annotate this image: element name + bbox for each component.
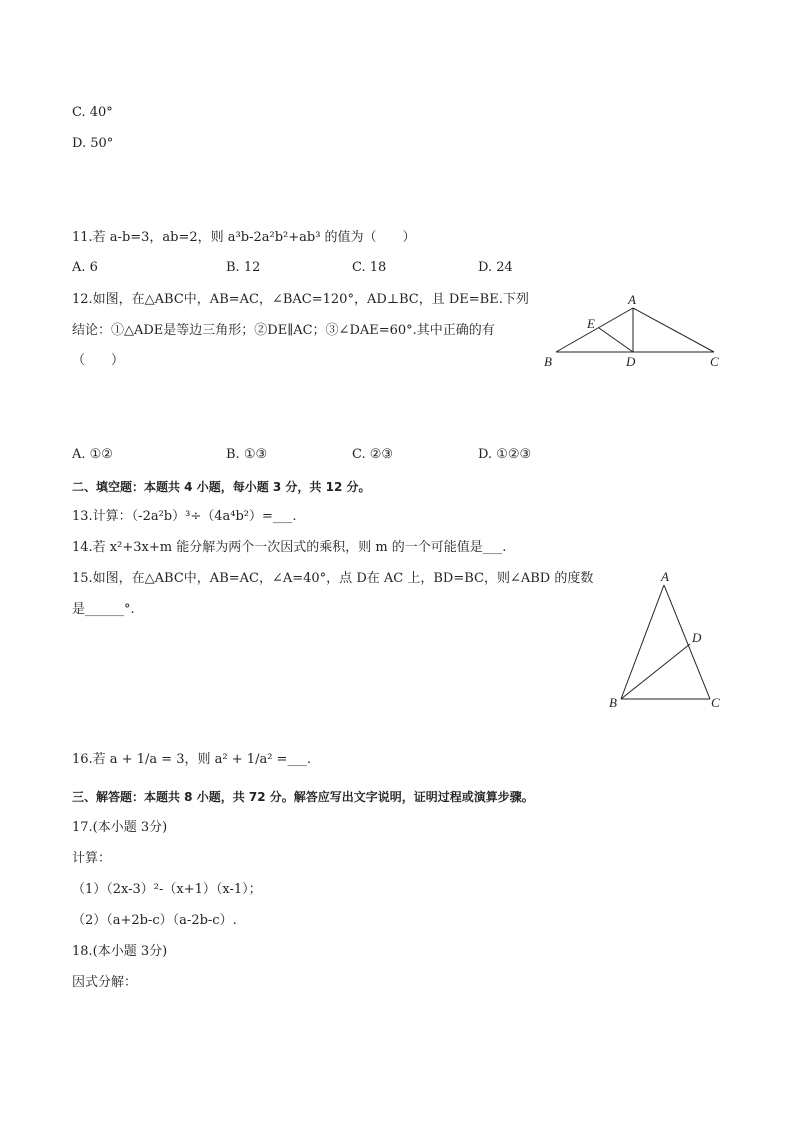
question-15-line-1: 15.如图，在△ABC中，AB=AC，∠A=40°，点 D在 AC 上，BD=BC，则∠ABD 的度数 [72, 571, 594, 586]
question-15-line-2: 是______°. [72, 602, 135, 617]
question-16: 16.若 a + 1/a = 3，则 a² + 1/a² =___. [72, 752, 312, 767]
segment-ac [664, 585, 710, 699]
question-12-line-3: （ ） [72, 353, 125, 368]
question-11-option-d: D. 24 [478, 260, 513, 275]
question-12-option-b: B. ①③ [226, 447, 268, 462]
segment-de [599, 328, 633, 352]
question-12-figure [540, 290, 730, 372]
question-12-option-d: D. ①②③ [478, 447, 532, 462]
label-e: E [587, 316, 595, 331]
question-13: 13.计算：（-2a²b）³÷（4a⁴b²）=___. [72, 509, 297, 524]
label-d: D [692, 630, 702, 645]
question-17-item-1: （1）（2x-3）²-（x+1）（x-1）； [72, 882, 262, 897]
question-12-option-a: A. ①② [72, 447, 113, 462]
label-c: C [710, 354, 719, 369]
question-12-option-c: C. ②③ [352, 447, 394, 462]
label-b: B [544, 354, 552, 369]
question-11-option-a: A. 6 [72, 260, 98, 275]
question-14: 14.若 x²+3x+m 能分解为两个一次因式的乘积，则 m 的一个可能值是___. [72, 540, 507, 555]
question-11-option-b: B. 12 [226, 260, 261, 275]
section-3-heading: 三、解答题：本题共 8 小题，共 72 分。解答应写出文字说明，证明过程或演算步骤。 [72, 790, 534, 804]
section-2-heading: 二、填空题：本题共 4 小题，每小题 3 分，共 12 分。 [72, 480, 371, 494]
label-b: B [609, 695, 617, 710]
label-a: A [661, 569, 669, 584]
question-11-stem: 11.若 a-b=3，ab=2，则 a³b-2a²b²+ab³ 的值为（ ） [72, 230, 416, 245]
question-18-title: 18.(本小题 3分) [72, 944, 168, 959]
question-15-figure [600, 565, 730, 715]
label-d: D [626, 354, 636, 369]
label-c: C [711, 695, 720, 710]
question-11-option-c: C. 18 [352, 260, 387, 275]
segment-ac [633, 308, 714, 352]
question-17-item-2: （2）（a+2b-c）（a-2b-c）. [72, 913, 237, 928]
option-d-q10: D. 50° [72, 136, 114, 151]
question-17-title: 17.(本小题 3分) [72, 820, 168, 835]
question-18-instruction: 因式分解： [72, 975, 138, 990]
label-a: A [628, 292, 636, 307]
question-12-line-1: 12.如图，在△ABC中，AB=AC，∠BAC=120°，AD⊥BC，且 DE=BE.下列 [72, 292, 529, 307]
question-12-line-2: 结论：①△ADE是等边三角形；②DE∥AC；③∠DAE=60°.其中正确的有 [72, 323, 495, 338]
question-17-instruction: 计算： [72, 851, 112, 866]
option-c-q10: C. 40° [72, 105, 113, 120]
